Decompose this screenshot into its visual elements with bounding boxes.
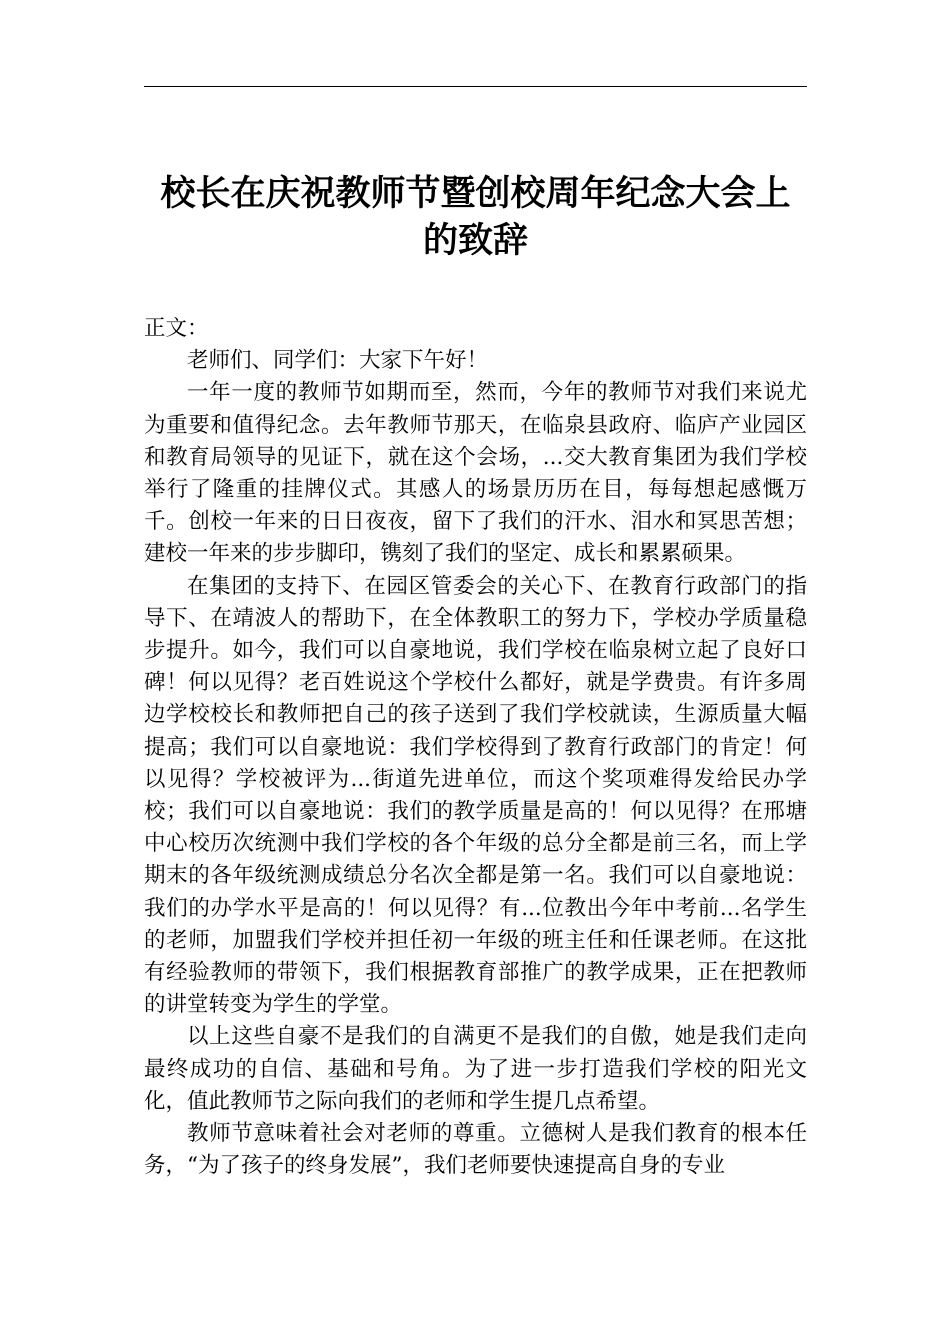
header-rule xyxy=(144,86,807,87)
paragraph: 在集团的支持下、在园区管委会的关心下、在教育行政部门的指导下、在靖波人的帮助下，在全体教职工的努力下，学校办学质量稳步提升。如今，我们可以自豪地说，我们学校在临泉树立起了良好口碑！何以见得？老百姓说这个学校什么都好，就是学费贵。有许多周边学校校长和教师把自己的孩子送到了我们学校就读，生源质量大幅提高；我们可以自豪地说：我们学校得到了教育行政部门的肯定！何以见得？学校被评为...街道先进单位，而这个奖项难得发给民办学校；我们可以自豪地说：我们的教学质量是高的！何以见得？在邢塘中心校历次统测中我们学校的各个年级的总分全都是前三名，而上学期末的各年级统测成绩总分名次全都是第一名。我们可以自豪地说：我们的办学水平是高的！何以见得？有...位教出今年中考前...名学生的老师，加盟我们学校并担任初一年级的班主任和任课老师。在这批有经验教师的带领下，我们根据教育部推广的教学成果，正在把教师的讲堂转变为学生的学堂。 xyxy=(144,573,807,1018)
document-title: 校长在庆祝教师节暨创校周年纪念大会上的致辞 xyxy=(160,173,791,261)
document-body xyxy=(144,313,807,1182)
body-label: 正文： xyxy=(144,316,209,341)
paragraph: 教师节意味着社会对老师的尊重。立德树人是我们教育的根本任务，“为了孩子的终身发展”，我们老师要快速提高自身的专业 xyxy=(144,1121,807,1179)
paragraph-greeting: 老师们、同学们：大家下午好！ xyxy=(187,348,489,374)
paragraph: 以上这些自豪不是我们的自满更不是我们的自傲，她是我们走向最终成功的自信、基础和号角。为了进一步打造我们学校的阳光文化，值此教师节之际向我们的老师和学生提几点希望。 xyxy=(144,1024,807,1114)
paragraph: 一年一度的教师节如期而至，然而，今年的教师节对我们来说尤为重要和值得纪念。去年教师节那天，在临泉县政府、临庐产业园区和教育局领导的见证下，就在这个会场，...交大教育集团为我们学校举行了隆重的挂牌仪式。其感人的场景历历在目，每每想起感慨万千。创校一年来的日日夜夜，留下了我们的汗水、泪水和冥思苦想；建校一年来的步步脚印，镌刻了我们的坚定、成长和累累硕果。 xyxy=(144,380,807,567)
